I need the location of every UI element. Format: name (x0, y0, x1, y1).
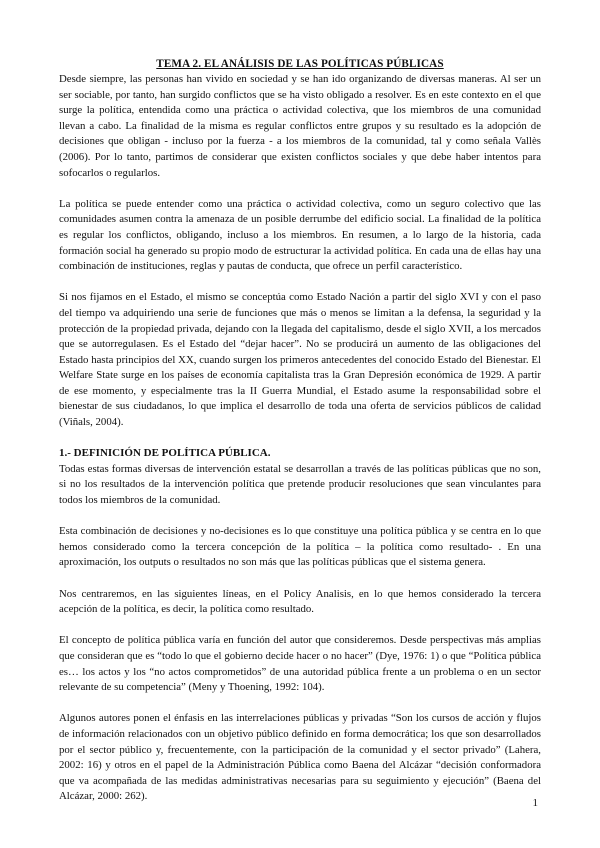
section-paragraph-1: Todas estas formas diversas de intervención estatal se desarrollan a través de las políticas públicas que no son, si no los resultados de la intervención política que pretende producir resoluciones que sean vinculantes para todos los miembros de la comunidad. (59, 462, 541, 507)
intro-paragraph-3: Si nos fijamos en el Estado, el mismo se conceptúa como Estado Nación a partir del siglo XVI y con el paso del tiempo va adquiriendo una serie de funciones que más o menos se limitan a la defensa, la seguridad y la protección de la propiedad privada, dejando con la llegada del capitalismo, desde el siglo XVII, a los mercados que se autorregulasen. Es el Estado del “dejar hacer”. No se producirá un aumento de las obligaciones del Estado hasta principios del XX, cuando surgen los primeros antecedentes del conocido Estado del Bienestar. El Welfare State surge en los países de economía capitalista tras la Gran Depresión económica de 1929. A partir de ese momento, y especialmente tras la II Guerra Mundial, el Estado asume la responsabilidad sobre el bienestar de sus ciudadanos, lo que implica el desarrollo de toda una oferta de servicios públicos de calidad (Viñals, 2004). (59, 291, 541, 429)
section-paragraph-4: El concepto de política pública varía en función del autor que consideremos. Desde perspectivas más amplias que consideran que es “todo lo que el gobierno decide hacer o no hacer” (Dye, 1976: 1) o que “Política pública es… los actos y los “no actos comprometidos” de una autoridad pública frente a un problema o en un sector relevante de su competencia” (Meny y Thoening, 1992: 104). (59, 634, 541, 694)
intro-paragraph-2: La política se puede entender como una práctica o actividad colectiva, como un seguro colectivo que las comunidades asumen contra la amenaza de un posible derrumbe del edificio social. La finalidad de la política es regular los conflictos, obligando, incluso a los miembros. En resumen, a lo largo de la historia, cada formación social ha generado su propio modo de estructurar la actividad política. En cada una de ellas hay una combinación de instituciones, reglas y pautas de conducta, que ofrece un perfil característico. (59, 197, 541, 273)
paragraph-spacer (59, 509, 541, 525)
document-title: TEMA 2. EL ANÁLISIS DE LAS POLÍTICAS PÚBLICAS (156, 58, 444, 70)
intro-paragraph-1: Desde siempre, las personas han vivido en sociedad y se han ido organizando de diversas maneras. Al ser un ser sociable, por tanto, han surgido conflictos que se ha visto obligado a resolver. Es en este contexto en el que surge la política, entendida como una práctica o actividad colectiva, que los miembros de una comunidad llevan a cabo. La finalidad de la misma es regular conflictos entre grupos y su resultado es la adopción de decisiones que obligan - incluso por la fuerza - a los miembros de la comunidad, tal y como señala Vallès (2006). Por lo tanto, partimos de considerar que existen conflictos sociales y que debe haber intentos para sofocarlos o regularlos. (59, 73, 541, 179)
section-paragraph-5: Algunos autores ponen el énfasis en las interrelaciones públicas y privadas “Son los cursos de acción y flujos de información relacionados con un objetivo público definido en forma democrática; los que son desarrollados por el sector público y, frecuentemente, con la participación de la comunidad y el sector privado” (Lahera, 2002: 16) y otros en el papel de la Administración Pública como Baena del Alcázar “decisión conformadora que va acompañada de las medidas administrativas necesarias para su seguimiento y ejecución” (Baena del Alcázar, 2000: 262). (59, 712, 541, 803)
paragraph-spacer (59, 275, 541, 291)
section-paragraph-3: Nos centraremos, en las siguientes líneas, en el Policy Analisis, en lo que hemos considerado la tercera acepción de la política, es decir, la política como resultado. (59, 587, 541, 616)
paragraph-spacer (59, 431, 541, 447)
paragraph-spacer (59, 618, 541, 634)
paragraph-spacer (59, 571, 541, 587)
page-number: 1 (532, 797, 538, 809)
section-heading: 1.- DEFINICIÓN DE POLÍTICA PÚBLICA. (59, 447, 271, 460)
paragraph-spacer (59, 181, 541, 197)
section-paragraph-2: Esta combinación de decisiones y no-decisiones es lo que constituye una política pública y se centra en lo que hemos considerado como la tercera concepción de la política – la política como resultado- . En una aproximación, los outputs o resultados no son más que las políticas públicas que el sistema genera. (59, 525, 541, 569)
paragraph-spacer (59, 696, 541, 712)
